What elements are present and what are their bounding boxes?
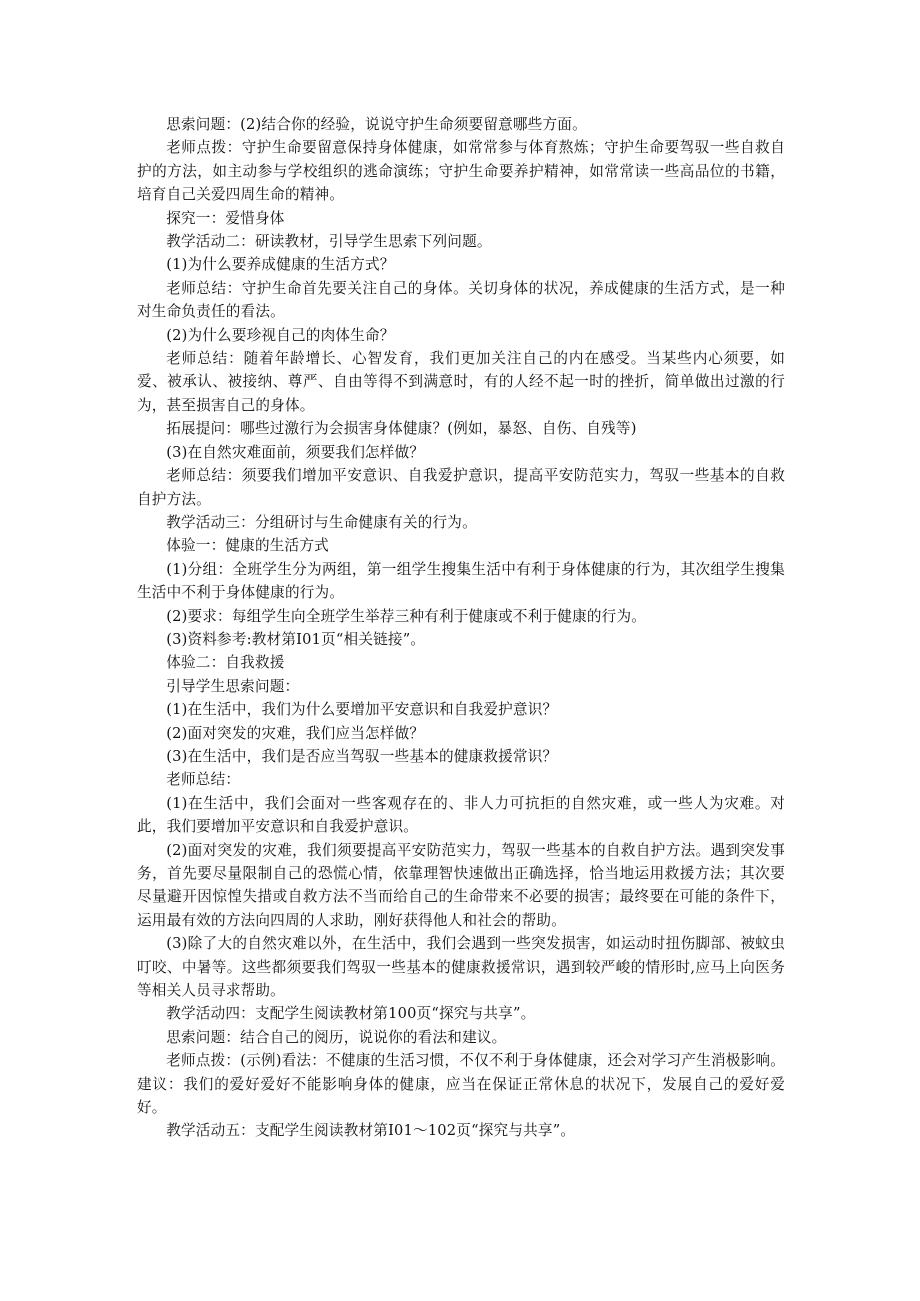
paragraph: 教学活动二：研读教材，引导学生思索下列问题。 <box>166 233 492 251</box>
paragraph: 老师总结：守护生命首先要关注自己的身体。关切身体的状况，养成健康的生活方式，是一种对生命负责任的看法。 <box>137 279 785 321</box>
paragraph: (1)分组：全班学生分为两组，第一组学生搜集生活中有利于身体健康的行为，其次组学生搜集生活中不利于身体健康的行为。 <box>137 560 785 602</box>
paragraph: 教学活动四：支配学生阅读教材第100页“探究与共享”。 <box>166 1005 536 1023</box>
paragraph: (2)要求：每组学生向全班学生举荐三种有利于健康或不利于健康的行为。 <box>166 607 647 625</box>
paragraph: 思索问题：结合自己的阅历，说说你的看法和建议。 <box>166 1028 507 1046</box>
question: (3)在自然灾难面前，须要我们怎样做？ <box>166 443 425 461</box>
section-heading: 探究一：爱惜身体 <box>166 209 285 227</box>
paragraph: 老师总结： <box>166 771 241 789</box>
paragraph: 引导学生思索问题： <box>166 677 300 695</box>
paragraph: (3)除了大的自然灾难以外，在生活中，我们会遇到一些突发损害，如运动时扭伤脚部、被蚊虫叮咬、中暑等。这些都须要我们驾驭一些基本的健康救援常识，遇到较严峻的情形时,应马上向医务等相关人员寻求帮助。 <box>137 935 785 1000</box>
question: (1)为什么要养成健康的生活方式？ <box>166 256 395 274</box>
question: (2)为什么要珍视自己的肉体生命？ <box>166 326 395 344</box>
paragraph: 老师总结：随着年龄增长、心智发育，我们更加关注自己的内在感受。当某些内心须要，如爱、被承认、被接纳、尊严、自由等得不到满意时，有的人经不起一时的挫折，简单做出过激的行为，甚至损害自己的身体。 <box>137 350 785 414</box>
question: (1)在生活中，我们为什么要增加平安意识和自我爱护意识？ <box>166 701 558 719</box>
paragraph: (2)面对突发的灾难，我们须要提高平安防范实力，驾驭一些基本的自救自护方法。遇到突发事务，首先要尽量限制自己的恐慌心情，依靠理智快速做出正确选择，恰当地运用救援方法；其次要尽量避开因惊惶失措或自救方法不当而给自己的生命带来不必要的损害；最终要在可能的条件下，运用最有效的方法向四周的人求助，刚好获得他人和社会的帮助。 <box>137 841 785 929</box>
paragraph: (3)资料参考:教材第I01页“相关链接”。 <box>166 630 426 648</box>
paragraph: 教学活动五：支配学生阅读教材第I01～102页“探究与共享”。 <box>166 1122 576 1140</box>
section-heading: 体验二：自我救援 <box>166 654 285 672</box>
paragraph: 老师点拨：守护生命要留意保持身体健康，如常常参与体育熬炼；守护生命要驾驭一些自救自护的方法，如主动参与学校组织的逃命演练；守护生命要养护精神，如常常读一些高品位的书籍，培育自己关爱四周生命的精神。 <box>137 139 785 204</box>
paragraph: (1)在生活中，我们会面对一些客观存在的、非人力可抗拒的自然灾难，或一些人为灾难。对此，我们要增加平安意识和自我爱护意识。 <box>137 794 785 836</box>
paragraph: 老师点拨：(示例)看法：不健康的生活习惯，不仅不利于身体健康，还会对学习产生消极影响。建议：我们的爱好爱好不能影响身体的健康，应当在保证正常休息的状况下，发展自己的爱好爱好。 <box>137 1052 785 1117</box>
paragraph: 拓展提问：哪些过激行为会损害身体健康？(例如，暴怒、自伤、自残等) <box>166 420 637 438</box>
paragraph: 思索问题：(2)结合你的经验，说说守护生命须要留意哪些方面。 <box>166 116 587 133</box>
question: (3)在生活中，我们是否应当驾驭一些基本的健康救援常识？ <box>166 747 558 765</box>
paragraph: 教学活动三：分组研讨与生命健康有关的行为。 <box>166 513 477 531</box>
question: (2)面对突发的灾难，我们应当怎样做？ <box>166 724 425 742</box>
section-heading: 体验一：健康的生活方式 <box>166 537 329 555</box>
document-body <box>137 113 785 1143</box>
paragraph: 老师总结：须要我们增加平安意识、自我爱护意识，提高平安防范实力，驾驭一些基本的自救自护方法。 <box>137 467 785 508</box>
